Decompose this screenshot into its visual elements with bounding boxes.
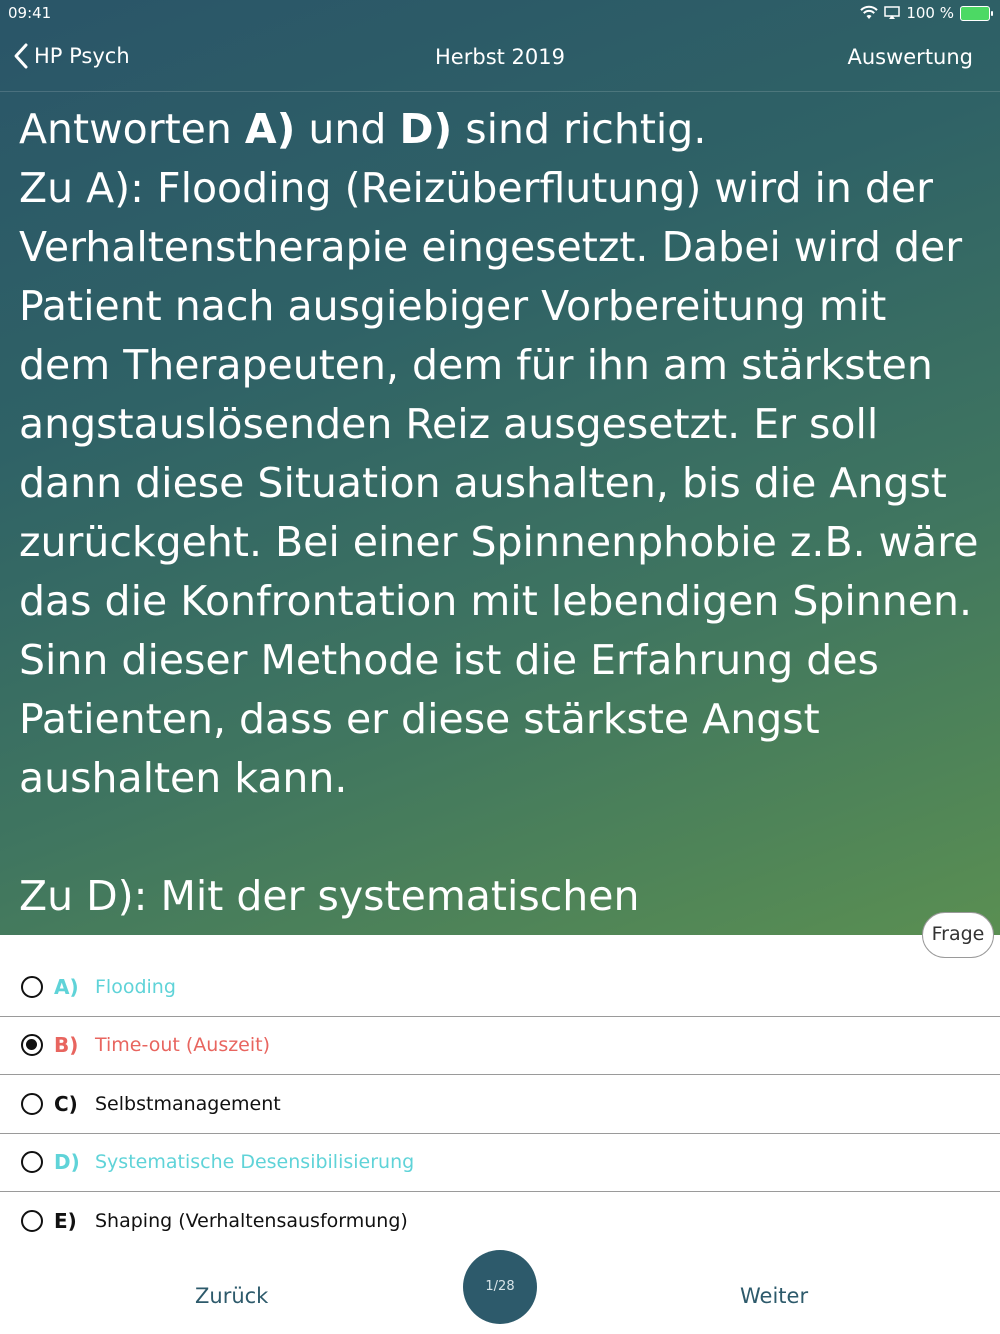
answer-list: [0, 958, 1000, 1251]
answer-text: Selbstmanagement: [95, 1092, 281, 1115]
navigation-bar: [0, 28, 1000, 92]
radio-unselected-icon: [21, 976, 43, 998]
frage-button[interactable]: Frage: [922, 912, 994, 958]
answer-option-b[interactable]: [0, 1017, 1000, 1076]
answer-option-c[interactable]: [0, 1075, 1000, 1134]
answer-letter: A): [54, 974, 79, 999]
answer-letter: E): [54, 1209, 77, 1234]
answer-summary: Antworten A) und D) sind richtig.: [19, 105, 707, 153]
answer-text: Shaping (Verhaltensausformung): [95, 1210, 408, 1233]
radio-unselected-icon: [21, 1151, 43, 1173]
zurueck-button[interactable]: Zurück: [195, 1284, 269, 1308]
explanation-paragraph-a: Zu A): Flooding (Reizüberflutung) wird in der Verhaltenstherapie eingesetzt. Dabei wird der Patient nach ausgiebiger Vorbereitung mit dem Therapeuten, dem für ihn am stärksten angstauslösenden Reiz ausgesetzt. Er soll dann diese Situation aushalten, bis die Angst zurückgeht. Bei einer Spinnenphobie z.B. wäre das die Konfrontation mit lebendigen Spinnen. Sinn dieser Methode ist die Erfahrung des Patienten, dass er diese stärkste Angst aushalten kann.: [19, 164, 979, 802]
answer-letter: B): [54, 1033, 79, 1058]
status-bar: [0, 0, 1000, 28]
answer-letter: D): [54, 1150, 80, 1175]
auswertung-button[interactable]: Auswertung: [847, 45, 973, 69]
answer-text: Systematische Desensibilisierung: [95, 1151, 415, 1174]
radio-selected-icon: [21, 1034, 43, 1056]
bottom-navigation: [0, 1250, 1000, 1334]
battery-icon: [960, 6, 990, 21]
answer-option-d[interactable]: [0, 1134, 1000, 1193]
explanation-paragraph-d: Zu D): Mit der systematischen Desensibilisierung: [19, 872, 640, 979]
battery-percent: 100 %: [906, 4, 954, 22]
question-counter: 1/28: [463, 1250, 537, 1324]
answer-text: Time-out (Auszeit): [95, 1034, 271, 1057]
radio-unselected-icon: [21, 1093, 43, 1115]
answer-option-e[interactable]: [0, 1192, 1000, 1251]
status-time: 09:41: [8, 4, 52, 22]
weiter-button[interactable]: Weiter: [740, 1284, 809, 1308]
back-nav-label: HP Psych: [34, 44, 130, 68]
screen-mirror-icon: [884, 6, 900, 20]
answer-option-a[interactable]: [0, 958, 1000, 1017]
answer-letter: C): [54, 1091, 78, 1116]
status-indicators: [860, 4, 990, 22]
radio-unselected-icon: [21, 1210, 43, 1232]
answer-text: Flooding: [95, 975, 176, 998]
wifi-icon: [860, 6, 878, 20]
nav-title: Herbst 2019: [435, 45, 565, 69]
